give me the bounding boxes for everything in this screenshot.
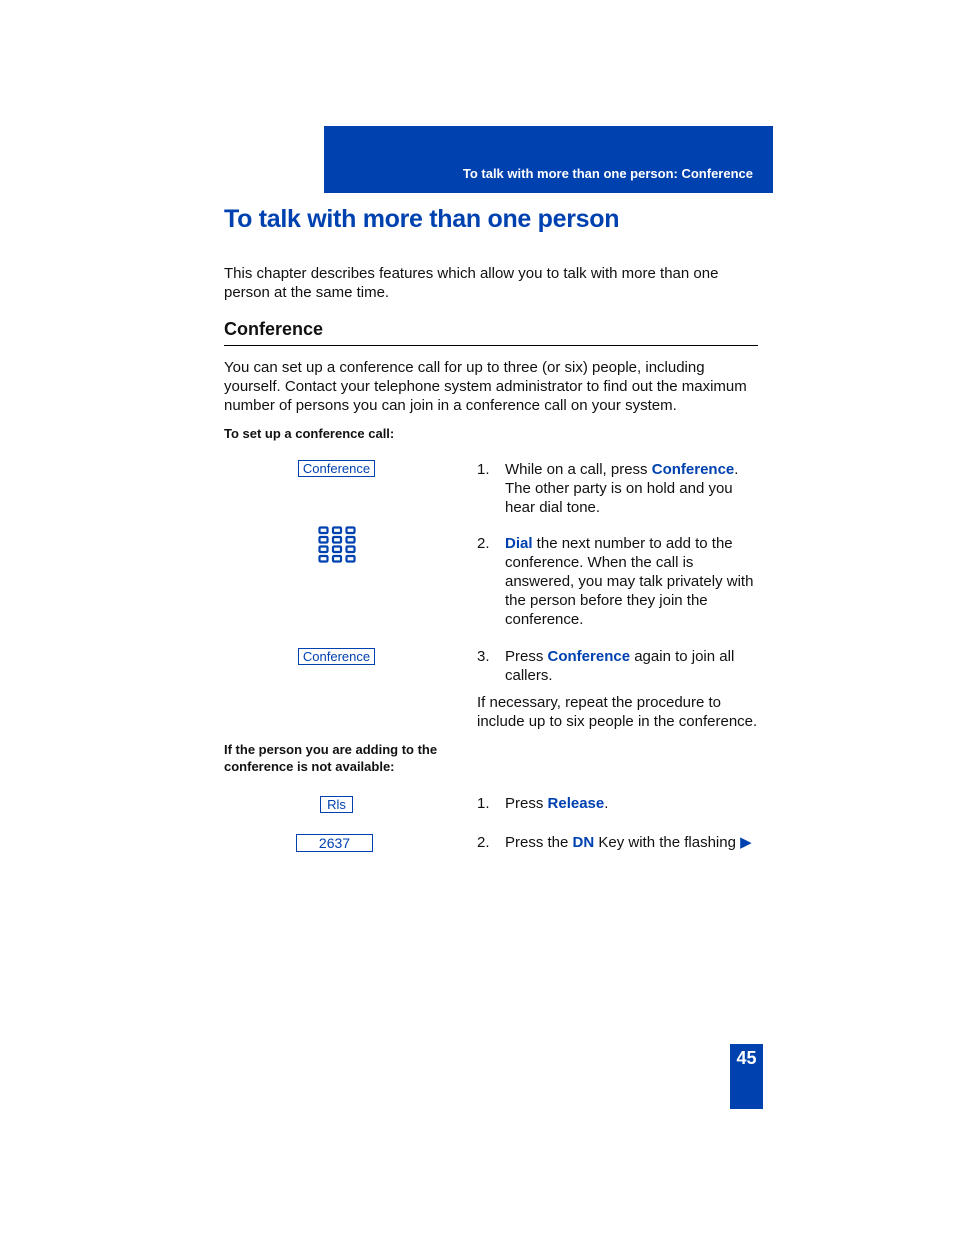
step-item [477, 647, 762, 685]
step-item [477, 534, 762, 629]
step-text-pre: Press the [505, 834, 573, 851]
running-header-title: To talk with more than one person: Conference [462, 166, 753, 181]
procedure-heading: If the person you are adding to the conference is not available: [224, 742, 438, 774]
step-item [477, 460, 762, 517]
step-text-pre: Press [505, 795, 548, 812]
section-heading: Conference [224, 319, 324, 339]
step-text [505, 460, 762, 517]
step-text-pre: While on a call, press [505, 461, 652, 478]
step-item [477, 833, 762, 852]
step-item [477, 794, 762, 813]
section-body: You can set up a conference call for up to three (or six) people, including yourself. Contact your telephone system administrator to find out the maximum number of persons you can join in a conference call on your system. [224, 359, 747, 414]
step-text [505, 534, 762, 629]
step-text-post: . The other party is on hold and you hear dial tone. [505, 461, 739, 516]
step-text-post: . [604, 795, 609, 812]
step-keyword: Release [547, 795, 605, 812]
step-number: 1. [477, 795, 490, 812]
keypad-icon [318, 526, 356, 564]
step-text [505, 794, 762, 813]
page-title: To talk with more than one person [224, 205, 620, 233]
release-key-icon: Rls [320, 796, 353, 813]
intro-paragraph: This chapter describes features which allow you to talk with more than one person at the same time. [224, 265, 719, 301]
step-text [505, 647, 762, 685]
page-number: 45 [736, 1048, 757, 1068]
step-keyword: Conference [547, 648, 631, 665]
step-text [505, 833, 762, 852]
section-divider [224, 345, 758, 346]
step-number: 1. [477, 461, 490, 478]
running-header-bar [324, 126, 773, 193]
conference-softkey-icon: Conference [298, 648, 375, 665]
step-text-post: the next number to add to the conference. When the call is answered, you may talk privately with the person before they join the conference. [505, 535, 754, 628]
conference-softkey-icon: Conference [298, 460, 375, 477]
procedure-note: If necessary, repeat the procedure to include up to six people in the conference. [477, 694, 758, 730]
step-number: 3. [477, 648, 490, 665]
step-text-post: again to join all callers. [505, 648, 735, 684]
page-number-tab [730, 1044, 763, 1109]
step-keyword: Dial [505, 535, 533, 552]
dn-key-icon: 2637 [296, 834, 373, 852]
step-text-pre: Press [505, 648, 548, 665]
step-text-post: Key with the flashing [594, 834, 741, 851]
procedure-heading: To set up a conference call: [224, 426, 395, 441]
flashing-indicator-icon: ▶ [740, 834, 752, 851]
step-keyword: Conference [651, 461, 735, 478]
step-number: 2. [477, 535, 490, 552]
step-number: 2. [477, 834, 490, 851]
step-keyword: DN [572, 834, 595, 851]
